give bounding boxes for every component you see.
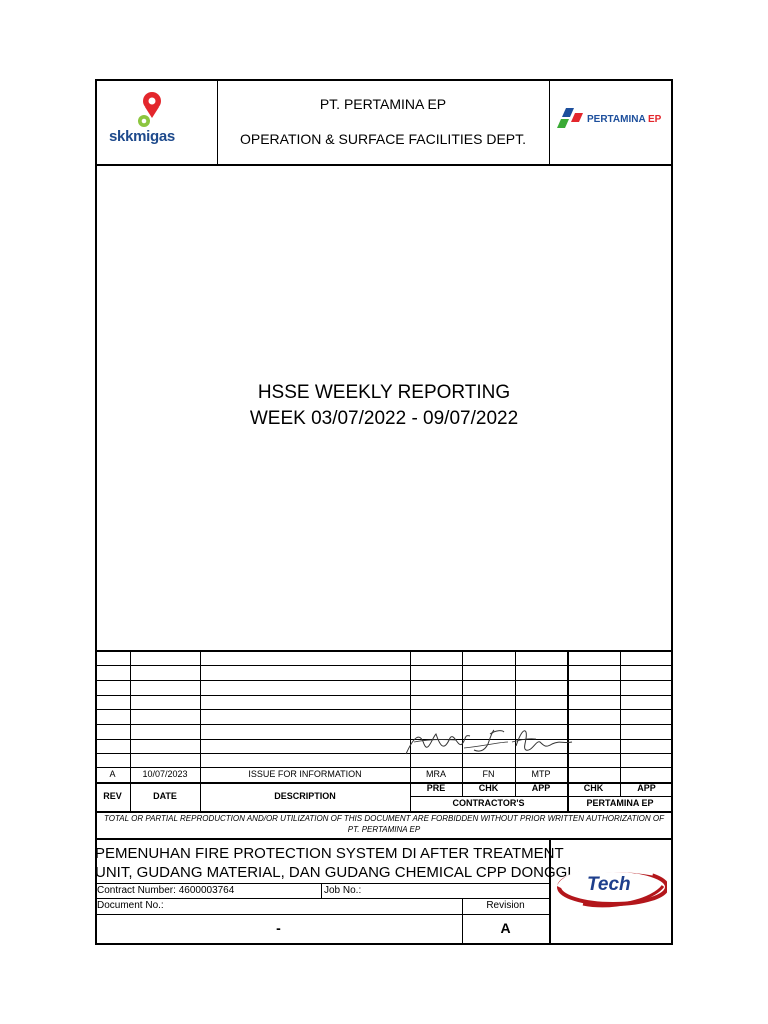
header-divider-right bbox=[549, 80, 550, 164]
pertamina-logo-text: PERTAMINA bbox=[587, 114, 646, 125]
revision-value: A bbox=[500, 920, 511, 936]
tech-logo-text: Tech bbox=[587, 874, 631, 895]
pep-app-header: APP bbox=[637, 783, 656, 793]
contractor-group-header: CONTRACTOR'S bbox=[452, 798, 525, 808]
signatures-image bbox=[404, 724, 576, 762]
header-divider bbox=[95, 164, 673, 166]
pep-chk-header: CHK bbox=[583, 783, 604, 793]
reproduction-notice: TOTAL OR PARTIAL REPRODUCTION AND/OR UTILIZATION OF THIS DOCUMENT ARE FORBIDDEN WITHOUT PRIOR WRITTEN AUTHORIZATION OF bbox=[103, 814, 665, 823]
job-number: Job No.: bbox=[324, 885, 362, 896]
project-title-line2: UNIT, GUDANG MATERIAL, DAN GUDANG CHEMICAL CPP DONGGI bbox=[95, 864, 572, 881]
description-cell: ISSUE FOR INFORMATION bbox=[248, 769, 362, 779]
revision-label: Revision bbox=[486, 900, 525, 911]
document-number-value: - bbox=[276, 920, 281, 936]
skkmigas-logo bbox=[100, 88, 210, 158]
rev-cell: A bbox=[109, 769, 116, 779]
date-cell: 10/07/2023 bbox=[142, 769, 188, 779]
department-name: OPERATION & SURFACE FACILITIES DEPT. bbox=[239, 131, 527, 147]
pertamina-logo-ep: EP bbox=[648, 114, 662, 125]
chk-cell: FN bbox=[482, 769, 495, 779]
date-header: DATE bbox=[153, 791, 177, 801]
app-header: APP bbox=[531, 783, 551, 793]
document-number-label: Document No.: bbox=[97, 900, 164, 911]
app-cell: MTP bbox=[531, 769, 551, 779]
header-divider-left bbox=[217, 80, 218, 164]
owner-group-header: PERTAMINA EP bbox=[586, 798, 654, 808]
project-title: PEMENUHAN FIRE PROTECTION SYSTEM DI AFTER TREATMENT bbox=[95, 845, 564, 862]
pertamina-ep-logo bbox=[555, 106, 667, 132]
company-name: PT. PERTAMINA EP bbox=[319, 96, 447, 112]
skkmigas-pin-icon bbox=[100, 88, 210, 158]
tech-contractor-logo bbox=[553, 864, 667, 910]
report-week: WEEK 03/07/2022 - 09/07/2022 bbox=[249, 408, 519, 429]
description-header: DESCRIPTION bbox=[274, 791, 336, 801]
pertamina-emblem-icon bbox=[555, 106, 585, 132]
pre-header: PRE bbox=[426, 783, 446, 793]
report-title: HSSE WEEKLY REPORTING bbox=[257, 382, 511, 403]
reproduction-notice-owner: PT. PERTAMINA EP bbox=[347, 825, 421, 834]
rev-header: REV bbox=[103, 791, 122, 801]
chk-header: CHK bbox=[478, 783, 499, 793]
pre-cell: MRA bbox=[426, 769, 446, 779]
skkmigas-logo-text: skkmigas bbox=[109, 128, 175, 145]
contract-number: Contract Number: 4600003764 bbox=[97, 885, 235, 896]
notice-divider bbox=[95, 838, 673, 840]
